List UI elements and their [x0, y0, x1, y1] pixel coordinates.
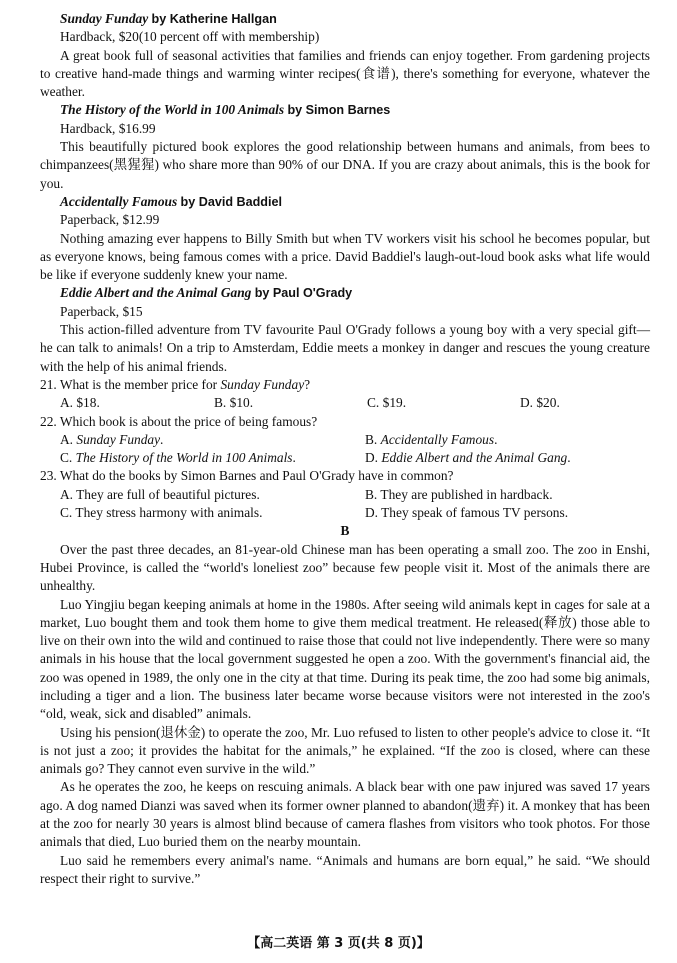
book-format-price: Hardback, $20(10 percent off with membership) [60, 29, 320, 45]
option-end: . [292, 450, 296, 466]
book-entry [40, 193, 650, 284]
passage-paragraph: Luo said he remembers every animal's name. “Animals and humans are born equal,” he said. “We should respect their right to survive.” [40, 852, 650, 886]
option-text: Eddie Albert and the Animal Gang [381, 450, 568, 466]
section-heading: B [340, 523, 350, 539]
book-author: by Katherine Hallgan [151, 12, 277, 26]
book-title-line [40, 193, 650, 211]
option-b[interactable] [365, 431, 670, 449]
option-a[interactable]: A. $18. [60, 395, 100, 411]
book-author: by Simon Barnes [287, 103, 391, 118]
option-d[interactable] [365, 449, 670, 467]
book-author: by David Baddiel [180, 194, 283, 209]
option-b[interactable]: B. They are published in hardback. [365, 486, 553, 502]
passage-paragraph: Over the past three decades, an 81-year-old Chinese man has been operating a small zoo. The zoo in Enshi, Hubei Province, is called the “world's loneliest zoo” because few people visit it. Most of the animals there are unhealthy. [40, 541, 650, 594]
option-c[interactable]: C. They stress harmony with animals. [60, 505, 263, 521]
book-entry [40, 10, 650, 101]
book-author: by Paul O'Grady [254, 286, 353, 301]
book-format-price: Hardback, $16.99 [60, 120, 156, 136]
book-description: Nothing amazing ever happens to Billy Smith but when TV workers visit his school he becomes popular, but as everyone knows, being famous comes with a price. David Baddiel's laugh-out-loud book asks what life would be like if everyone suddenly knew your name. [40, 230, 650, 283]
question-22 [40, 413, 650, 468]
book-entry [40, 101, 650, 192]
passage-paragraph: Using his pension(退休金) to operate the zoo, Mr. Luo refused to listen to other people's advice to close it. “It is not just a zoo; it provides the habitat for the animals,” he explained. “If the zoo is closed, where can these animals go? They cannot even survive in the wild.” [40, 724, 650, 777]
question-stem: 23. What do the books by Simon Barnes and Paul O'Grady have in common? [40, 468, 454, 484]
option-text: Sunday Funday [76, 431, 161, 447]
answer-options [40, 431, 650, 468]
option-end: . [160, 431, 164, 447]
book-title-line [40, 284, 650, 302]
option-letter: B. [365, 431, 381, 447]
book-title: Accidentally Famous [60, 193, 178, 209]
option-d[interactable]: D. $20. [520, 395, 560, 411]
passage-paragraph: As he operates the zoo, he keeps on rescuing animals. A black bear with one paw injured was saved 17 years ago. A dog named Dianzi was saved when its former owner planned to abandon(遗弃) it. A monkey that has been at the zoo for nearly 30 years is almost blind because of camera flashes from visitors who took photos. For those animals that died, Luo buried them on the nearby mountain. [40, 779, 650, 850]
book-description: A great book full of seasonal activities that families and friends can enjoy together. From gardening projects to creative hand-made things and warming winter recipes(食谱), there's something for everyone, whatever the weather. [40, 47, 650, 100]
exam-page [40, 10, 650, 888]
answer-options [40, 486, 650, 523]
page-footer: 【高二英语 第 3 页(共 8 页)】 [247, 936, 430, 951]
book-format-price: Paperback, $12.99 [60, 212, 160, 228]
option-letter: D. [365, 450, 382, 466]
option-end: . [494, 431, 498, 447]
option-text: Accidentally Famous [380, 431, 495, 447]
option-letter: A. [60, 431, 77, 447]
question-stem [40, 376, 650, 394]
question-21 [40, 376, 650, 413]
option-a[interactable] [60, 431, 365, 449]
question-stem-text: 21. What is the member price for [40, 376, 221, 392]
option-d[interactable]: D. They speak of famous TV persons. [365, 505, 569, 521]
book-title: Sunday Funday [60, 11, 149, 26]
book-title: The History of the World in 100 Animals [60, 102, 285, 118]
option-c[interactable]: C. $19. [367, 395, 407, 411]
option-a[interactable]: A. They are full of beautiful pictures. [60, 486, 260, 502]
option-letter: C. [60, 450, 76, 466]
question-stem-italic: Sunday Funday [220, 376, 305, 392]
option-b[interactable]: B. $10. [214, 395, 254, 411]
book-description: This action-filled adventure from TV favourite Paul O'Grady follows a young boy with a very special gift—he can talk to animals! On a trip to Amsterdam, Eddie meets a monkey in danger and rescues the young creature with the help of his animal friends. [40, 322, 650, 374]
option-c[interactable] [60, 449, 365, 467]
passage-paragraph: Luo Yingjiu began keeping animals at home in the 1980s. After seeing wild animals kept in cages for sale at a market, Luo bought them and took them home to give them medical treatment. He released(释放) those able to live on their own into the wild and continued to raise those that could not live independently. There were so many animals in his house that the local government suggested he open a zoo. With the government's financial aid, the zoo was opened in 1989, the only one in the city at that time. During its peak time, the zoo had some big animals, including a tiger and a lion. The business later became worse because visitors were not interested in the zoo's “old, weak, sick and disabled” animals. [40, 596, 650, 722]
question-stem-end: ? [304, 376, 311, 392]
option-end: . [567, 450, 571, 466]
book-title: Eddie Albert and the Animal Gang [60, 285, 252, 301]
book-entry [40, 284, 650, 375]
book-format-price: Paperback, $15 [60, 303, 143, 319]
book-description: This beautifully pictured book explores the good relationship between humans and animals, from bees to chimpanzees(黑猩猩) who share more than 90% of our DNA. If you are crazy about animals, this is the book for you. [40, 139, 650, 191]
answer-options [40, 394, 650, 412]
question-23 [40, 467, 650, 522]
book-title-line [40, 10, 650, 28]
option-text: The History of the World in 100 Animals [75, 450, 293, 466]
book-title-line [40, 101, 650, 119]
question-stem: 22. Which book is about the price of being famous? [40, 413, 318, 429]
